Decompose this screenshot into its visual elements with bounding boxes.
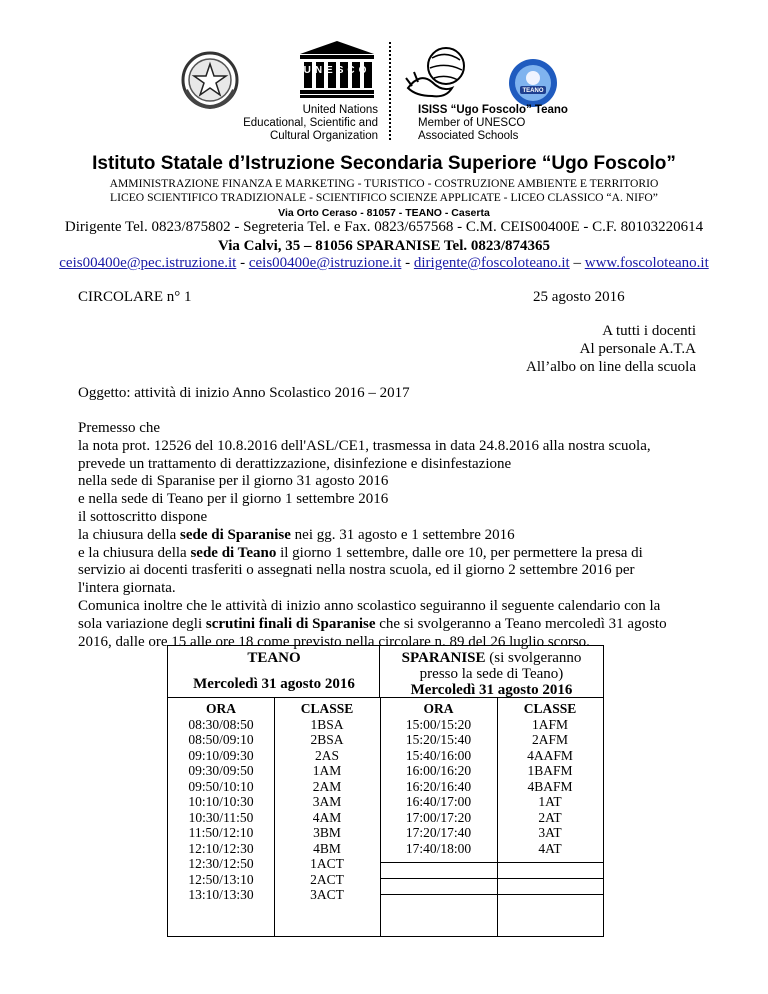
body-line: Premesso che [78, 420, 161, 436]
table-cell: 4AAFM [527, 747, 573, 763]
foscolo-teano-logo-icon [508, 58, 558, 108]
unesco-caption-line: United Nations [302, 104, 378, 116]
body-line: Comunica inoltre che le attività di inizio anno scolastico seguiranno il seguente calendario con la [78, 597, 661, 614]
column-header: CLASSE [300, 701, 354, 716]
institute-courses-line1: AMMINISTRAZIONE FINANZA E MARKETING - TURISTICO - COSTRUZIONE AMBIENTE E TERRITORIO [109, 177, 659, 190]
table-cell: 2AFM [531, 732, 568, 747]
table-cell: 3AT [538, 825, 562, 840]
table-cell: 4AM [312, 809, 342, 825]
sparanise-title-line [380, 650, 603, 666]
body-line: e nella sede di Teano per il giorno 1 settembre 2016 [78, 491, 389, 508]
table-cell: 3AM [312, 794, 342, 809]
sparanise-date: Mercoledì 31 agosto 2016 [410, 682, 573, 698]
body-line: prevede un trattamento di derattizzazione, disinfezione e disinfestazione [78, 455, 512, 472]
unesco-wordmark [300, 63, 374, 75]
teano-title: TEANO [247, 650, 301, 666]
unesco-caption-line: Educational, Scientific and [243, 117, 378, 129]
table-cell: 09:30/09:50 [188, 763, 254, 778]
table-cell: 12:10/12:30 [188, 840, 254, 856]
table-cell: 15:00/15:20 [405, 716, 472, 732]
row-divider [380, 894, 603, 895]
table-cell: 1BSA [310, 716, 344, 732]
circular-body [78, 420, 718, 651]
table-cell: 2AM [312, 778, 342, 794]
table-cell: 08:30/08:50 [188, 716, 254, 732]
schedule-table [167, 645, 604, 937]
table-cell: 1AFM [531, 716, 568, 732]
column-header: CLASSE [523, 701, 577, 716]
body-line [78, 527, 718, 545]
recipient: A tutti i docenti [602, 323, 696, 339]
sparanise-note: presso la sede di Teano) [419, 666, 564, 682]
recipient: Al personale A.T.A [579, 341, 696, 357]
body-text: il giorno 1 settembre, dalle ore 10, per permettere la presa di [276, 544, 643, 561]
body-bold-text: sede di Teano [190, 544, 277, 561]
body-text: la chiusura della [78, 526, 181, 543]
table-cell: 10:30/11:50 [188, 809, 254, 825]
table-cell: 11:50/12:10 [188, 825, 254, 840]
body-line: nella sede di Sparanise per il giorno 31 agosto 2016 [78, 473, 389, 490]
table-cell: 17:20/17:40 [405, 825, 472, 840]
pec-email-link[interactable]: ceis00400e@pec.istruzione.it [59, 255, 237, 271]
table-cell: 17:40/18:00 [405, 840, 472, 856]
sparanise-header [380, 646, 603, 698]
table-cell: 10:10/10:30 [188, 794, 254, 809]
table-cell: 1AM [312, 763, 342, 778]
table-cell: 2ACT [310, 871, 344, 887]
sparanise-classe-column [497, 701, 603, 856]
dotted-divider [388, 42, 392, 140]
column-header: ORA [423, 701, 454, 716]
column-header: ORA [206, 701, 236, 716]
subject-line: Oggetto: attività di inizio Anno Scolastico 2016 – 2017 [78, 385, 410, 401]
institute-title: Istituto Statale d’Istruzione Secondaria Superiore “Ugo Foscolo” [92, 153, 676, 174]
body-line: l'intera giornata. [78, 580, 176, 597]
table-cell: 4BAFM [527, 778, 573, 794]
table-cell: 15:40/16:00 [405, 747, 472, 763]
table-cell: 1AT [538, 794, 562, 809]
body-text: sola variazione degli [78, 615, 206, 632]
table-cell: 3BM [313, 825, 341, 840]
body-bold-text: sede di Sparanise [180, 526, 291, 543]
table-cell: 16:40/17:00 [405, 794, 472, 809]
teano-ora-column [168, 701, 274, 903]
school-caption-line: ISISS “Ugo Foscolo” Teano [418, 104, 568, 116]
istruzione-email-link[interactable]: ceis00400e@istruzione.it [248, 255, 402, 271]
body-bold-text: scrutini finali di Sparanise [205, 615, 376, 632]
body-line: la nota prot. 12526 del 10.8.2016 dell'ASL/CE1, trasmessa in data 24.8.2016 alla nostra scuola, [78, 437, 651, 454]
separator: - [236, 255, 249, 271]
teano-header [168, 646, 380, 698]
table-cell: 2AS [314, 747, 339, 763]
body-text: e la chiusura della [78, 544, 191, 561]
table-cell: 12:30/12:50 [188, 856, 254, 871]
teano-date: Mercoledì 31 agosto 2016 [193, 676, 355, 692]
table-cell: 17:00/17:20 [405, 809, 472, 825]
institute-courses-line2: LICEO SCIENTIFICO TRADIZIONALE - SCIENTIFICO SCIENZE APPLICATE - LICEO CLASSICO “A. NIFO” [110, 191, 658, 204]
unesco-caption-line: Cultural Organization [269, 130, 378, 142]
body-line: servizio ai docenti trasferiti o assegnati nella nostra scuola, ed il giorno 2 settembre 2016 per [78, 562, 635, 579]
sparanise-ora-column [380, 701, 497, 856]
separator: - [401, 255, 414, 271]
school-caption-line: Member of UNESCO [418, 117, 526, 129]
institute-address: Via Orto Ceraso - 81057 - TEANO - Caserta [278, 207, 490, 219]
sparanise-note: (si svolgeranno [485, 650, 582, 666]
row-divider [380, 862, 603, 863]
table-cell: 09:50/10:10 [188, 778, 254, 794]
world-hand-logo-icon [402, 42, 476, 100]
website-link[interactable]: www.foscoloteano.it [584, 255, 709, 271]
table-cell: 1ACT [310, 856, 344, 871]
table-cell: 16:00/16:20 [405, 763, 472, 778]
recipients [526, 322, 696, 376]
school-caption [418, 104, 568, 143]
table-cell: 15:20/15:40 [405, 732, 472, 747]
table-cell: 12:50/13:10 [188, 871, 254, 887]
teano-logo-text: TEANO [522, 88, 544, 94]
body-line [78, 616, 718, 634]
separator: – [569, 255, 585, 271]
table-cell: 4AT [538, 840, 562, 856]
body-line [78, 545, 718, 563]
contact-phones: Dirigente Tel. 0823/875802 - Segreteria Tel. e Fax. 0823/657568 - C.M. CEIS00400E - C.F. 80103220614 [64, 219, 704, 235]
table-cell: 09:10/09:30 [188, 747, 254, 763]
school-caption-line: Associated Schools [418, 130, 519, 142]
italian-republic-emblem-icon [180, 50, 240, 110]
table-cell: 2AT [538, 809, 562, 825]
circular-number: CIRCOLARE n° 1 [78, 289, 192, 305]
table-cell: 13:10/13:30 [188, 887, 254, 902]
body-line: il sottoscritto dispone [78, 508, 208, 525]
table-cell: 2BSA [310, 732, 344, 747]
table-cell: 08:50/09:10 [188, 732, 254, 747]
recipient: All’albo on line della scuola [526, 359, 696, 375]
unesco-caption [226, 104, 378, 143]
table-cell: 1BAFM [527, 763, 573, 778]
contact-links [0, 255, 768, 272]
teano-classe-column [274, 701, 380, 903]
table-cell: 4BM [313, 840, 341, 856]
body-text: che si svolgeranno a Teano mercoledì 31 agosto [375, 615, 667, 632]
unesco-wordmark-text: UNESCO [303, 65, 371, 75]
table-cell: 16:20/16:40 [405, 778, 472, 794]
sparanise-title: SPARANISE [401, 650, 486, 666]
body-text: nei gg. 31 agosto e 1 settembre 2016 [290, 526, 515, 543]
row-divider [380, 878, 603, 879]
body-line: 2016, dalle ore 15 alle ore 18 come previsto nella circolare n. 89 del 26 luglio scorso. [78, 633, 590, 650]
dirigente-email-link[interactable]: dirigente@foscoloteano.it [413, 255, 570, 271]
circular-date: 25 agosto 2016 [533, 289, 625, 305]
sparanise-address: Via Calvi, 35 – 81056 SPARANISE Tel. 0823/874365 [217, 238, 551, 254]
table-cell: 3ACT [310, 887, 344, 902]
